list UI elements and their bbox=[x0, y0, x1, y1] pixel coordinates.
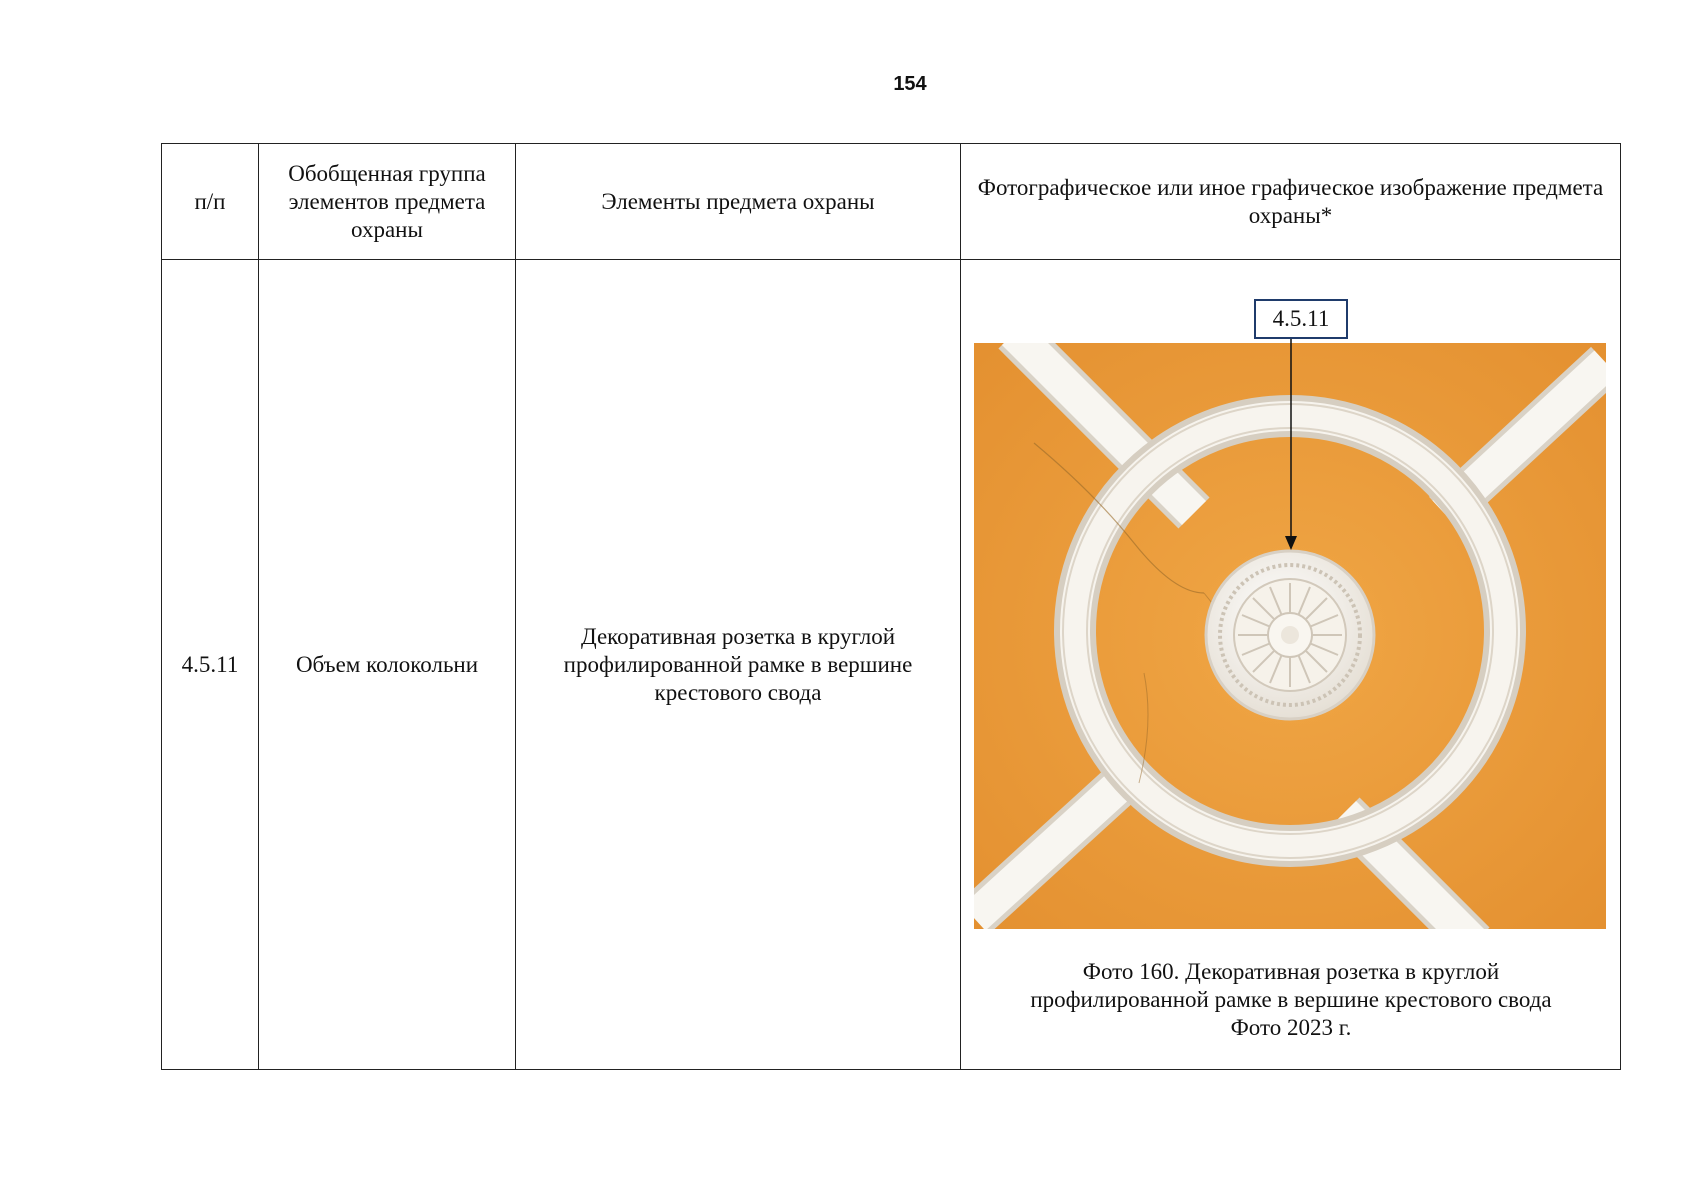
photo-cell bbox=[961, 260, 1621, 1070]
row-group: Объем колокольни bbox=[259, 260, 516, 1070]
protection-table bbox=[161, 143, 1621, 1070]
rosette-photo-image bbox=[974, 343, 1606, 929]
header-group: Обобщенная группа элементов предмета охраны bbox=[259, 144, 516, 260]
table-row bbox=[162, 260, 1621, 1070]
header-elements: Элементы предмета охраны bbox=[516, 144, 961, 260]
caption-line-1: Фото 160. Декоративная розетка в круглой bbox=[1082, 959, 1500, 984]
header-photo: Фотографическое или иное графическое изображение предмета охраны* bbox=[961, 144, 1621, 260]
rosette-photo bbox=[974, 343, 1606, 929]
photo-callout-label: 4.5.11 bbox=[1254, 299, 1348, 339]
table-header-row bbox=[162, 144, 1621, 260]
photo-caption bbox=[961, 958, 1621, 1042]
row-number: 4.5.11 bbox=[162, 260, 259, 1070]
page-number: 154 bbox=[893, 73, 927, 95]
caption-line-2: профилированной рамке в вершине крестового свода bbox=[1030, 987, 1552, 1012]
row-element: Декоративная розетка в круглой профилированной рамке в вершине крестового свода bbox=[516, 260, 961, 1070]
header-number: п/п bbox=[162, 144, 259, 260]
caption-line-3: Фото 2023 г. bbox=[1230, 1015, 1352, 1040]
